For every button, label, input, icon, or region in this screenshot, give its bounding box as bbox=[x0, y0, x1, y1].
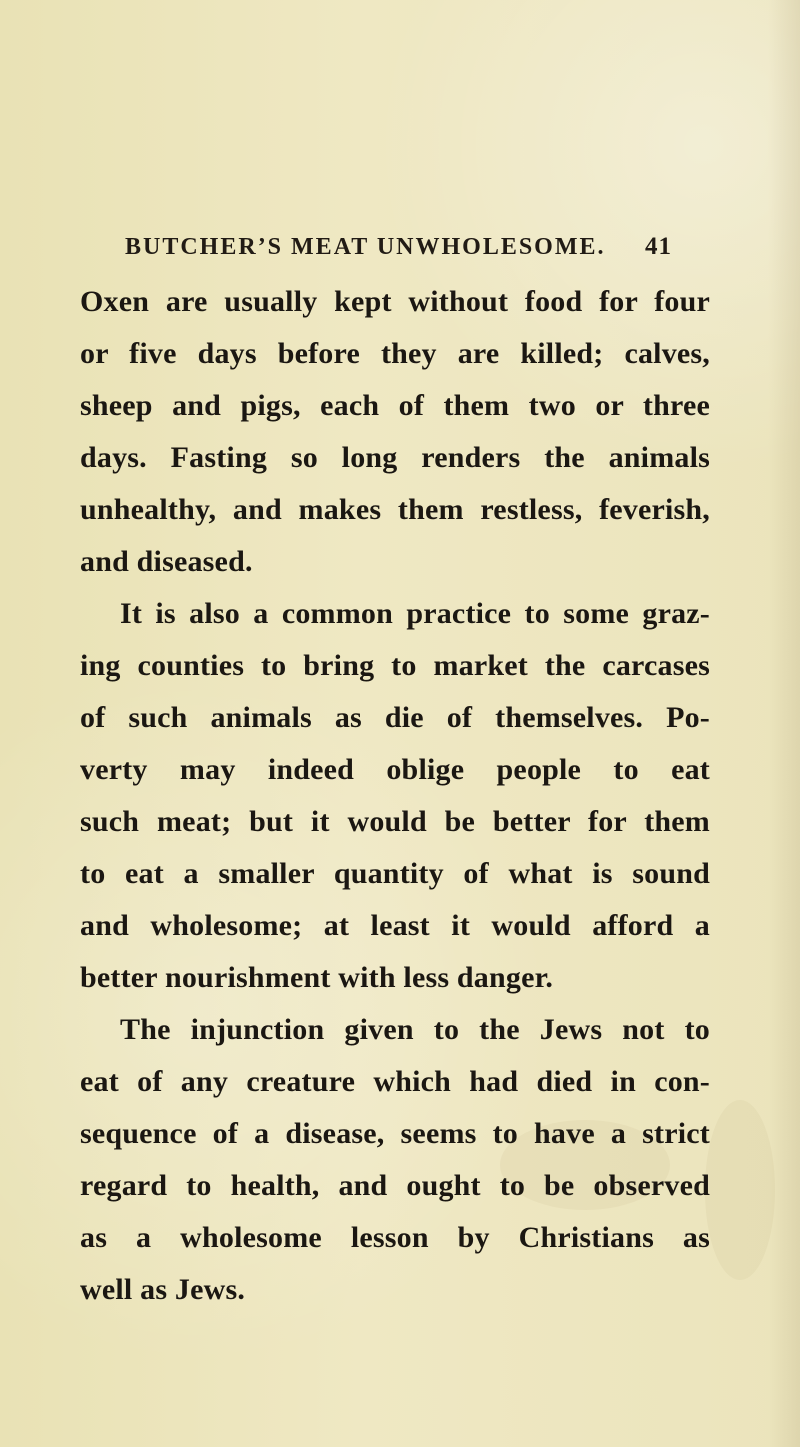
text-line: The injunction given to the Jews not to bbox=[120, 1013, 710, 1046]
text-line: It is also a common practice to some graz- bbox=[120, 597, 710, 630]
text-line: Oxen are usually kept without food for four bbox=[80, 285, 710, 318]
running-header bbox=[125, 230, 672, 264]
text-line: of such animals as die of themselves. Po- bbox=[80, 701, 710, 734]
text-line: days. Fasting so long renders the animals bbox=[80, 441, 710, 474]
text-line: verty may indeed oblige people to eat bbox=[80, 753, 710, 786]
text-line: better nourishment with less danger. bbox=[80, 961, 554, 994]
text-line: well as Jews. bbox=[80, 1273, 246, 1306]
page-number: 41 bbox=[645, 233, 672, 260]
text-line: eat of any creature which had died in con- bbox=[80, 1065, 710, 1098]
text-line: ing counties to bring to market the carcases bbox=[80, 649, 710, 682]
text-line: such meat; but it would be better for them bbox=[80, 805, 710, 838]
text-line: or five days before they are killed; calves, bbox=[80, 337, 710, 370]
running-title: BUTCHER’S MEAT UNWHOLESOME. bbox=[125, 234, 606, 260]
text-line: unhealthy, and makes them restless, feverish, bbox=[80, 493, 710, 526]
paper-stain bbox=[705, 1100, 775, 1280]
text-line: and diseased. bbox=[80, 545, 253, 578]
main-text bbox=[80, 276, 710, 1306]
text-line: as a wholesome lesson by Christians as bbox=[80, 1221, 710, 1254]
text-line: regard to health, and ought to be observed bbox=[80, 1169, 710, 1202]
text-line: sheep and pigs, each of them two or three bbox=[80, 389, 710, 422]
text-line: sequence of a disease, seems to have a strict bbox=[80, 1117, 710, 1150]
text-line: and wholesome; at least it would afford a bbox=[80, 909, 710, 942]
text-line: to eat a smaller quantity of what is sound bbox=[80, 857, 710, 890]
